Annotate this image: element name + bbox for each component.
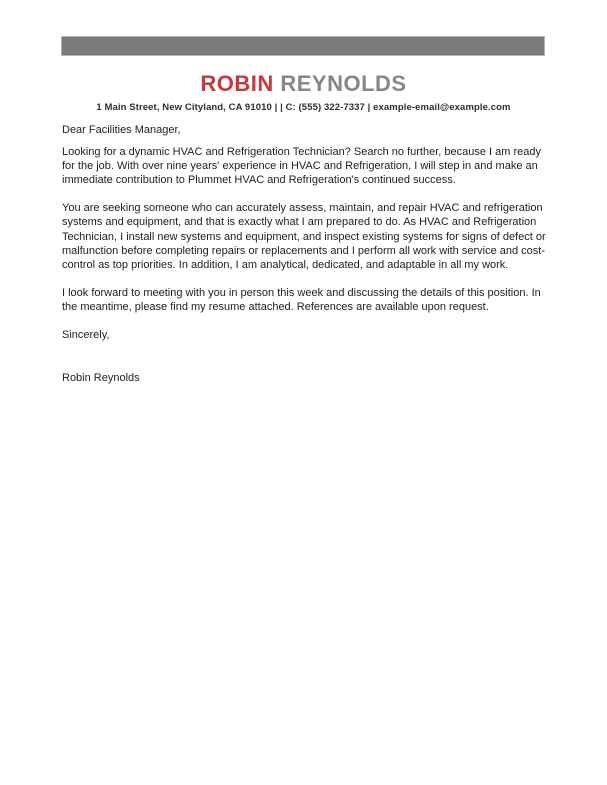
name-first: ROBIN: [200, 71, 274, 96]
paragraph-intro: Looking for a dynamic HVAC and Refrigeration Technician? Search no further, because I am ready for the job. With over nine years' experience in HVAC and Refrigeration, I will step in and make an immediate contribution to Plummet HVAC and Refrigeration's continued success.: [62, 146, 541, 187]
name-last: REYNOLDS: [280, 71, 407, 96]
closing: Sincerely,: [62, 329, 110, 342]
salutation: Dear Facilities Manager,: [62, 124, 181, 136]
header-divider-bar: [61, 36, 545, 56]
paragraph-followup: I look forward to meeting with you in person this week and discussing the details of this position. In the meantime, please find my resume attached. References are available upon request.: [62, 286, 541, 313]
contact-info: 1 Main Street, New Cityland, CA 91010 | | C: (555) 322-7337 | example-email@example.com: [96, 102, 511, 113]
paragraph-qualifications: You are seeking someone who can accurately assess, maintain, and repair HVAC and refrigeration systems and equipment, and that is exactly what I am prepared to do. As HVAC and Refrigeration Technician, I install new systems and equipment, and inspect existing systems for signs of defect or malfunction before completing repairs or replacements and I perform all work with service and cost-control as top priorities. In addition, I am analytical, dedicated, and adaptable in all my work.: [62, 202, 546, 271]
signature-name: Robin Reynolds: [62, 372, 140, 385]
letter-body: [62, 123, 546, 399]
page-title: [0, 72, 607, 96]
